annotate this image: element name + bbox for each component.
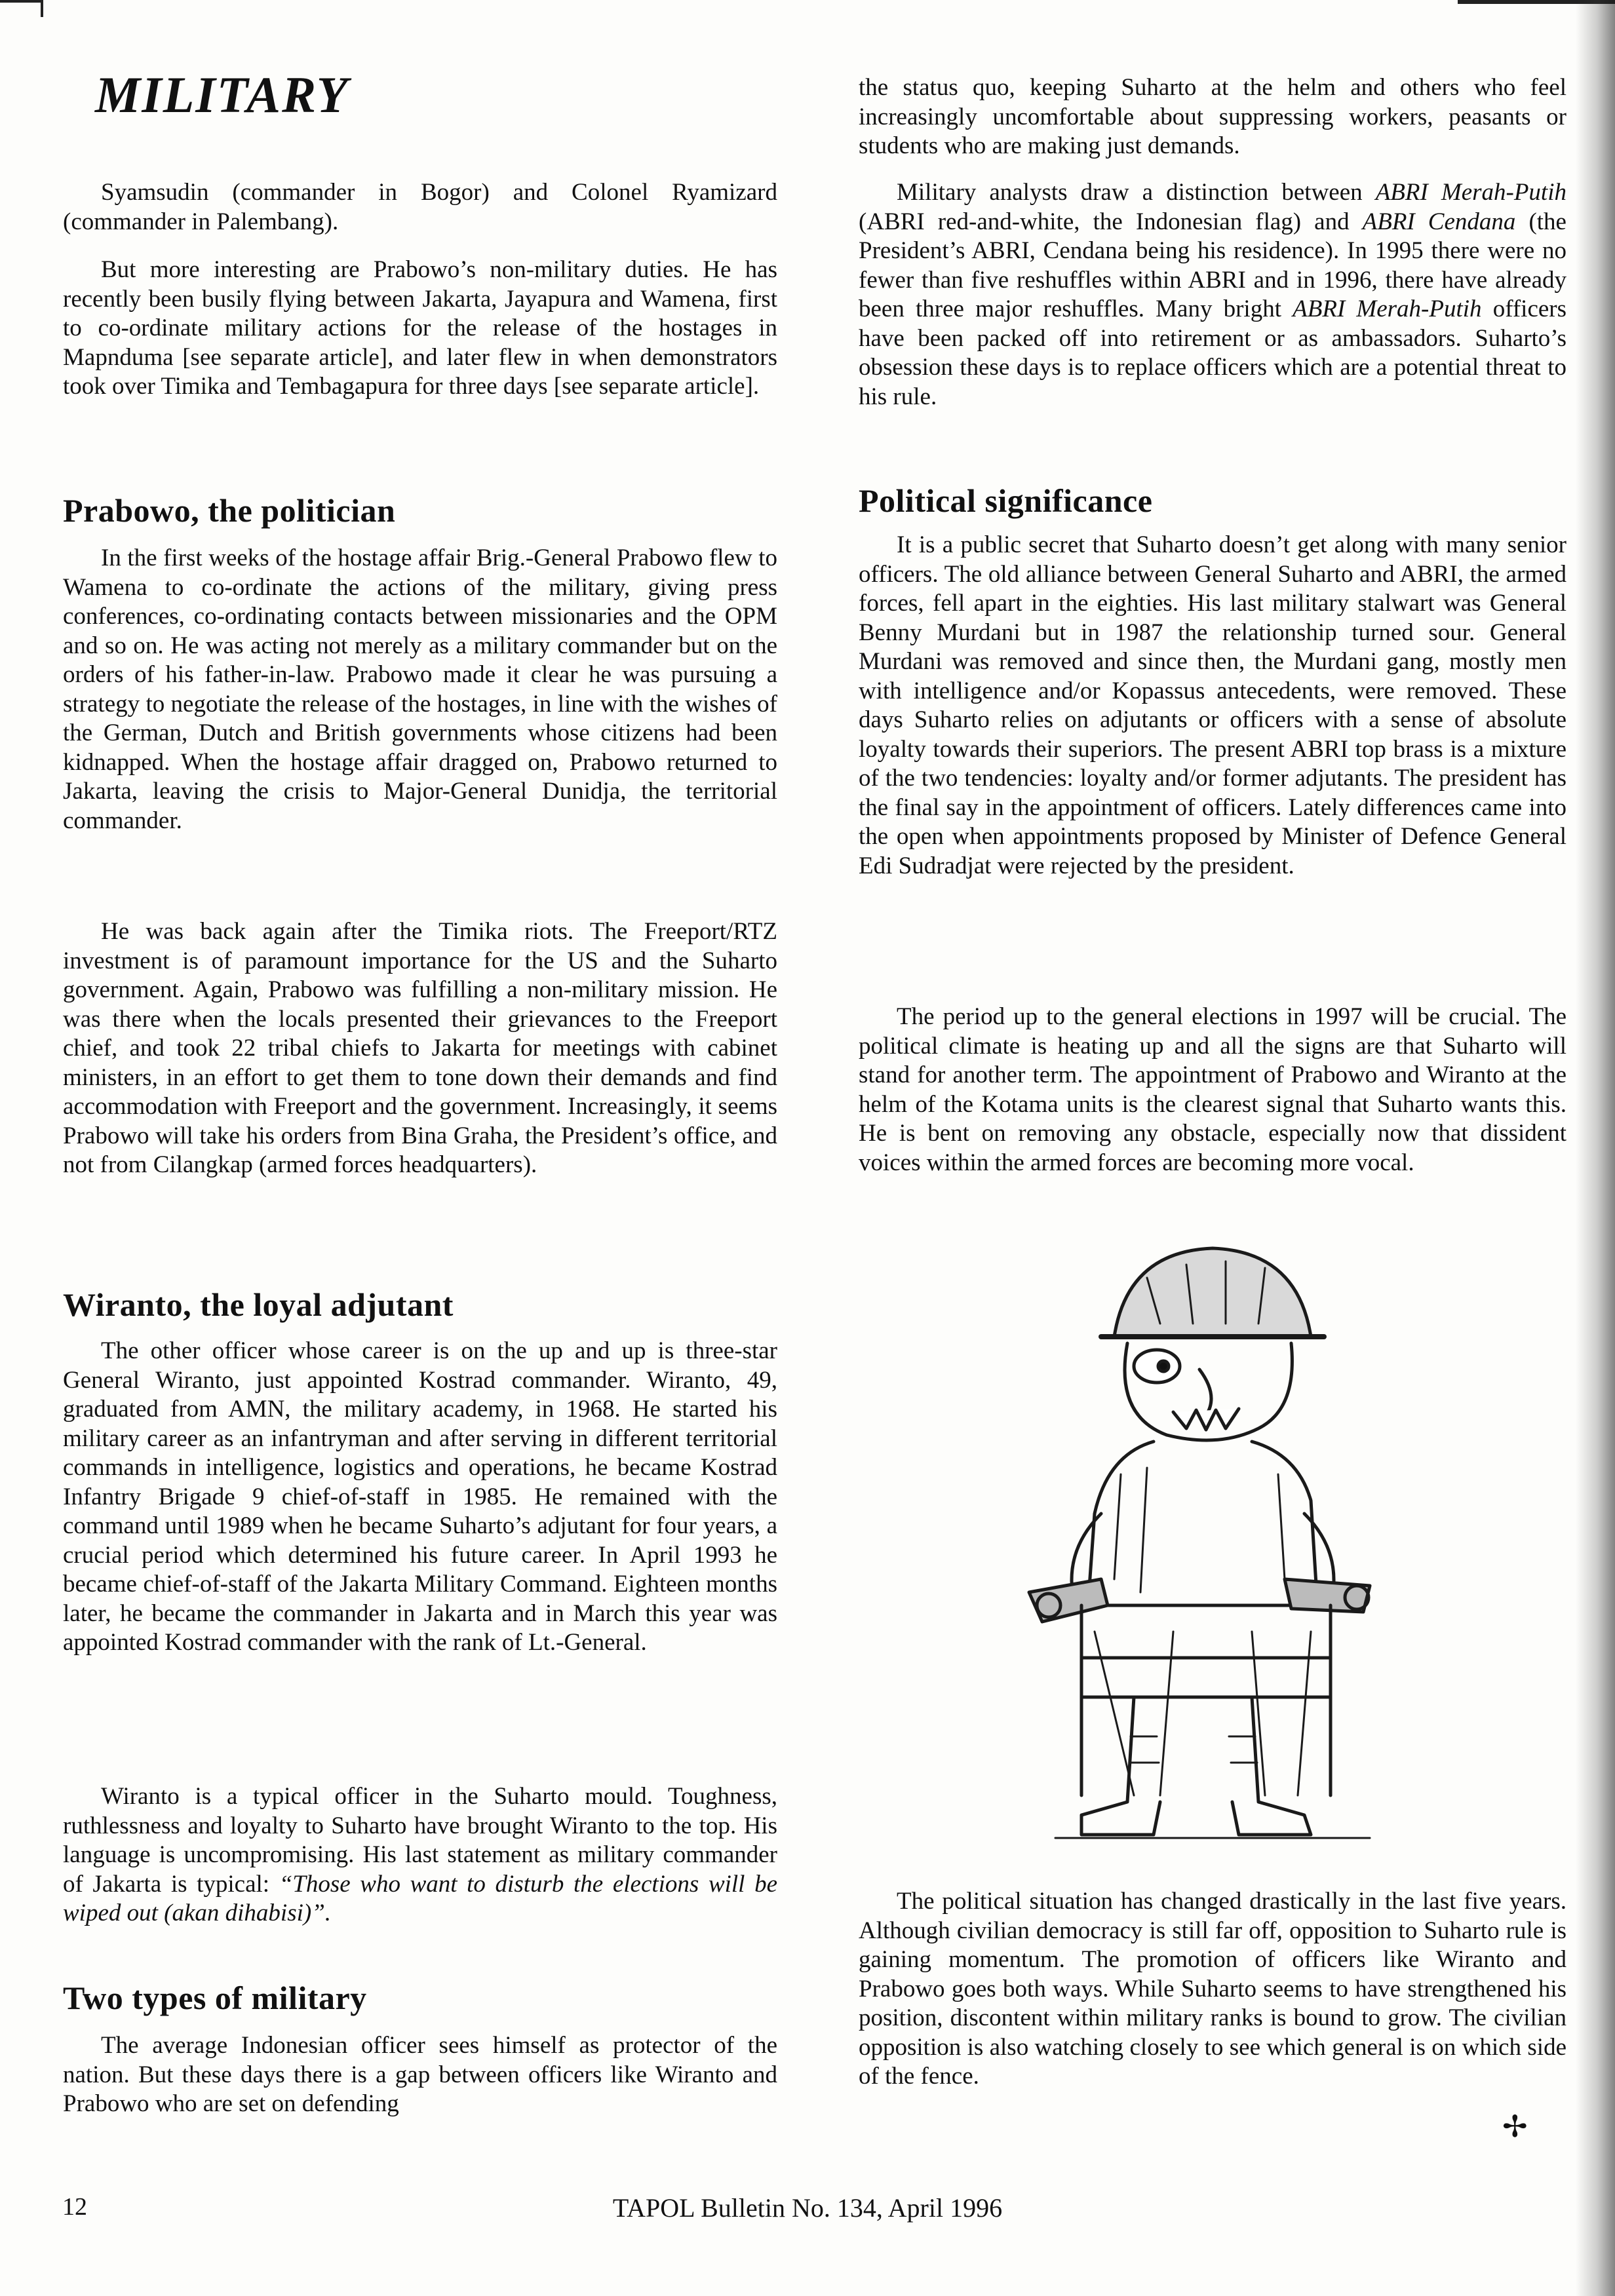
paragraph: The average Indonesian officer sees himself as protector of the nation. But these days there is a gap between officers like Wiranto and Prabowo who are set on defending (63, 2032, 777, 2117)
paragraph (63, 1782, 777, 1928)
paragraph (859, 178, 1566, 411)
subheading-two-types: Two types of military (63, 1980, 367, 2016)
quote: “Those who want to disturb the elections will be wiped out (akan dihabisi)”. (63, 1870, 777, 1926)
subheading-wiranto: Wiranto, the loyal adjutant (63, 1286, 454, 1323)
paragraph: the status quo, keeping Suharto at the helm and others who feel increasingly uncomfortable about suppressing workers, peasants or students who are making just demands. (859, 74, 1566, 159)
paragraph: The political situation has changed drastically in the last five years. Although civilian democracy is still far off, opposition to Suharto rule is gaining momentum. The promotion of officers like Wiranto and Prabowo goes both ways. While Suharto seems to have strengthened his position, discontent within military ranks is bound to grow. The civilian opposition is also watching closely to see which general is on which side of the fence. (859, 1888, 1566, 2090)
soldier-cartoon-illustration (1003, 1238, 1462, 1861)
text-run: (the President’s ABRI, Cendana being his residence). In 1995 there were no fewer than five reshuffles within ABRI and in 1996, there have already been three major reshuffles. Many bright (859, 208, 1566, 322)
paragraph: In the first weeks of the hostage affair Brig.-General Prabowo flew to Wamena to co-ordinate the actions of the military, giving press conferences, co-ordinating contacts between missionaries and the OPM and so on. He was acting not merely as a military commander but on the orders of his father-in-law. Prabowo made it clear he was pursuing a strategy to negotiate the release of the hostages, in line with the wishes of the German, Dutch and British governments whose citizens had been kidnapped. When the hostage affair dragged on, Prabowo returned to Jakarta, leaving the crisis to Major-General Dunidja, the territorial commander. (63, 545, 777, 834)
star-end-mark-icon: ✢ (1502, 2110, 1528, 2143)
publication-footer: TAPOL Bulletin No. 134, April 1996 (612, 2193, 1003, 2223)
paragraph: Syamsudin (commander in Bogor) and Colonel Ryamizard (commander in Palembang). (63, 179, 777, 235)
paragraph: He was back again after the Timika riots. The Freeport/RTZ investment is of paramount importance for the US and the Suharto government. Again, Prabowo was fulfilling a non-military mission. He was there when the locals presented their grievances to the Freeport chief, and took 22 tribal chiefs to Jakarta for meetings with cabinet ministers, in an effort to get them to tone down their demands and find accommodation with Freeport and the government. Increasingly, it seems Prabowo will take his orders from Bina Graha, the President’s office, and not from Cilangkap (armed forces headquarters). (63, 918, 777, 1178)
text-run: Military analysts draw a distinction between (897, 179, 1376, 206)
scan-right-edge-shadow (1576, 0, 1615, 2296)
italic-term: ABRI Merah-Putih (1375, 179, 1566, 206)
paragraph: The period up to the general elections in 1997 will be crucial. The political climate is heating up and all the signs are that Suharto will stand for another term. The appointment of Prabowo and Wiranto at the helm of the Kotama units is the clearest signal that Suharto wants this. He is bent on removing any obstacle, especially now that dissident voices within the armed forces are becoming more vocal. (859, 1003, 1566, 1176)
subheading-prabowo: Prabowo, the politician (63, 492, 396, 529)
scan-corner-mark (0, 0, 43, 17)
page-number: 12 (62, 2193, 87, 2221)
paragraph: It is a public secret that Suharto doesn’t get along with many senior officers. The old alliance between General Suharto and ABRI, the armed forces, fell apart in the eighties. His last military stalwart was General Benny Murdani but in 1987 the relationship turned sour. General Murdani was removed and since then, the Murdani gang, mostly men with intelligence and/or Kopassus antecedents, were removed. These days Suharto relies on adjutants or officers with a sense of absolute loyalty towards their superiors. The present ABRI top brass is a mixture of the two tendencies: loyalty and/or former adjutants. The president has the final say in the appointment of officers. Lately differences came into the open when appointments proposed by Minister of Defence General Edi Sudradjat were rejected by the president. (859, 531, 1566, 879)
paragraph: The other officer whose career is on the up and up is three-star General Wiranto, just appointed Kostrad commander. Wiranto, 49, graduated from AMN, the military academy, in 1968. He started his military career as an infantryman and after serving in different territorial commands in intelligence, logistics and operations, he became Kostrad Infantry Brigade 9 chief-of-staff in 1985. He remained with the command until 1989 when he became Suharto’s adjutant for four years, a crucial period which determined his future career. In April 1993 he became chief-of-staff of the Jakarta Military Command. Eighteen months later, he became the commander in Jakarta and in March this year was appointed Kostrad commander with the rank of Lt.-General. (63, 1337, 777, 1656)
italic-term: ABRI Merah-Putih (1293, 296, 1482, 322)
text-run: (ABRI red-and-white, the Indonesian flag) and (859, 208, 1363, 235)
section-title: MILITARY (95, 66, 349, 123)
italic-term: ABRI Cendana (1362, 208, 1516, 235)
subheading-political: Political significance (859, 482, 1153, 519)
paragraph-text: Wiranto is a typical officer in the Suharto mould. Toughness, ruthlessness and loyalty to Suharto have brought Wiranto to the top. His language is uncompromising. His last statement as military commander of Jakarta is typical: (63, 1783, 777, 1898)
paragraph: But more interesting are Prabowo’s non-military duties. He has recently been busily flying between Jakarta, Jayapura and Wamena, first to co-ordinate military actions for the release of the hostages in Mapnduma [see separate article], and later flew in when demonstrators took over Timika and Tembagapura for three days [see separate article]. (63, 256, 777, 400)
text-run: officers have been packed off into retirement or as ambassadors. Suharto’s obsession these days is to replace officers which are a potential threat to his rule. (859, 296, 1567, 410)
